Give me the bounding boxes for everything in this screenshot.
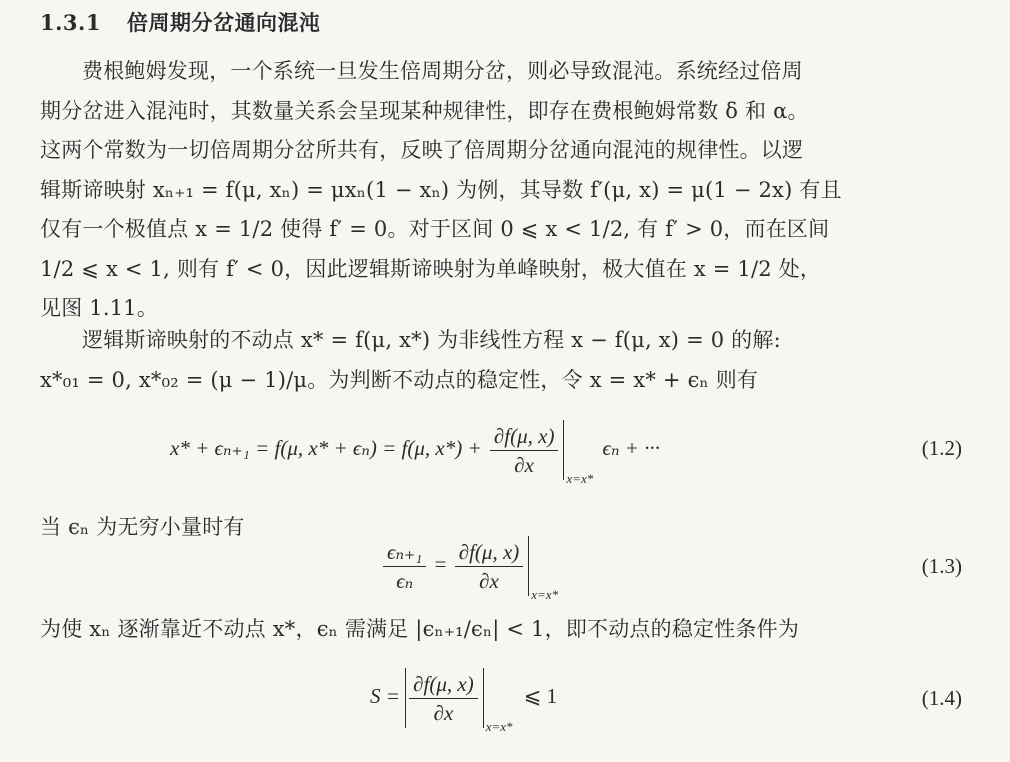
eq-1-4-tag: (1.4) <box>921 686 962 710</box>
eq-1-3-eval-bar <box>528 536 529 596</box>
eq-1-3-left-numerator: ϵₙ₊₁ <box>383 538 426 567</box>
section-number: 1.3.1 <box>40 10 101 35</box>
eq-1-4-eval-at: x=x* <box>485 718 513 734</box>
text-condition-line: 为使 xₙ 逐渐靠近不动点 x*，ϵₙ 需满足 |ϵₙ₊₁/ϵₙ| < 1，即不动点的稳定性条件为 <box>40 617 800 641</box>
equation-1-4 <box>40 668 962 734</box>
equation-1-3 <box>40 536 962 602</box>
eq-1-2-numerator: ∂f(μ, x) <box>490 422 559 451</box>
paragraph-2-line: 逻辑斯谛映射的不动点 x* = f(μ, x*) 为非线性方程 x − f(μ, x) = 0 的解: <box>82 328 781 352</box>
paragraph-1-line: 辑斯谛映射 xₙ₊₁ = f(μ, xₙ) = μxₙ(1 − xₙ) 为例，其导数 f′(μ, x) = μ(1 − 2x) 有且 <box>40 177 842 202</box>
eq-1-3-left-fraction <box>383 538 426 595</box>
paragraph-1-line: 仅有一个极值点 x = 1/2 使得 f′ = 0。对于区间 0 ⩽ x < 1/2, 有 f′ > 0，而在区间 <box>40 217 830 241</box>
text-when-line: 当 ϵₙ 为无穷小量时有 <box>40 515 245 539</box>
eq-1-2-denominator: ∂x <box>514 452 534 477</box>
section-heading <box>40 7 320 37</box>
eq-1-3-fraction <box>455 538 524 595</box>
eq-1-2-lhs: x* + ϵₙ₊₁ = f(μ, x* + ϵₙ) = f(μ, x*) + <box>170 435 482 460</box>
equation-1-2 <box>40 420 962 486</box>
eq-1-3-tag: (1.3) <box>921 554 962 578</box>
eq-1-3-equals: = <box>434 551 447 576</box>
paragraph-1-line: 1/2 ⩽ x < 1, 则有 f′ < 0，因此逻辑斯谛映射为单峰映射，极大值在 x = 1/2 处， <box>40 256 822 281</box>
eq-1-4-abs-bar-left <box>405 668 406 728</box>
paragraph-2 <box>40 321 962 400</box>
section-title: 倍周期分岔通向混沌 <box>126 10 321 35</box>
eq-1-4-lhs: S = <box>370 683 400 708</box>
eq-1-4-numerator: ∂f(μ, x) <box>409 670 478 699</box>
eq-1-3-denominator: ∂x <box>479 568 499 593</box>
eq-1-2-tag: (1.2) <box>921 436 962 460</box>
eq-1-2-fraction <box>490 422 559 479</box>
paragraph-1 <box>40 52 962 329</box>
eq-1-4-abs-bar-right <box>483 668 484 728</box>
eq-1-2-tail: ϵₙ + ··· <box>602 435 660 460</box>
eq-1-3-eval-at: x=x* <box>531 586 559 602</box>
eq-1-3-numerator: ∂f(μ, x) <box>455 538 524 567</box>
eq-1-4-rhs: ⩽ 1 <box>523 683 558 708</box>
paragraph-1-line: 费根鲍姆发现，一个系统一旦发生倍周期分岔，则必导致混沌。系统经过倍周 <box>82 59 803 83</box>
eq-1-4-denominator: ∂x <box>433 700 454 725</box>
eq-1-4-fraction <box>409 670 478 727</box>
eq-1-2-eval-bar <box>563 420 564 480</box>
paragraph-1-line: 这两个常数为一切倍周期分岔所共有，反映了倍周期分岔通向混沌的规律性。以逻 <box>40 138 804 162</box>
paragraph-1-line: 期分岔进入混沌时，其数量关系会呈现某种规律性，即存在费根鲍姆常数 δ 和 α。 <box>40 98 809 123</box>
paragraph-1-line: 见图 1.11。 <box>40 296 159 320</box>
eq-1-2-eval-at: x=x* <box>566 470 594 486</box>
text-condition <box>40 610 962 650</box>
eq-1-3-left-denominator: ϵₙ <box>396 568 414 593</box>
paragraph-2-line: x*₀₁ = 0, x*₀₂ = (μ − 1)/μ。为判断不动点的稳定性，令 x = x* + ϵₙ 则有 <box>40 367 759 392</box>
